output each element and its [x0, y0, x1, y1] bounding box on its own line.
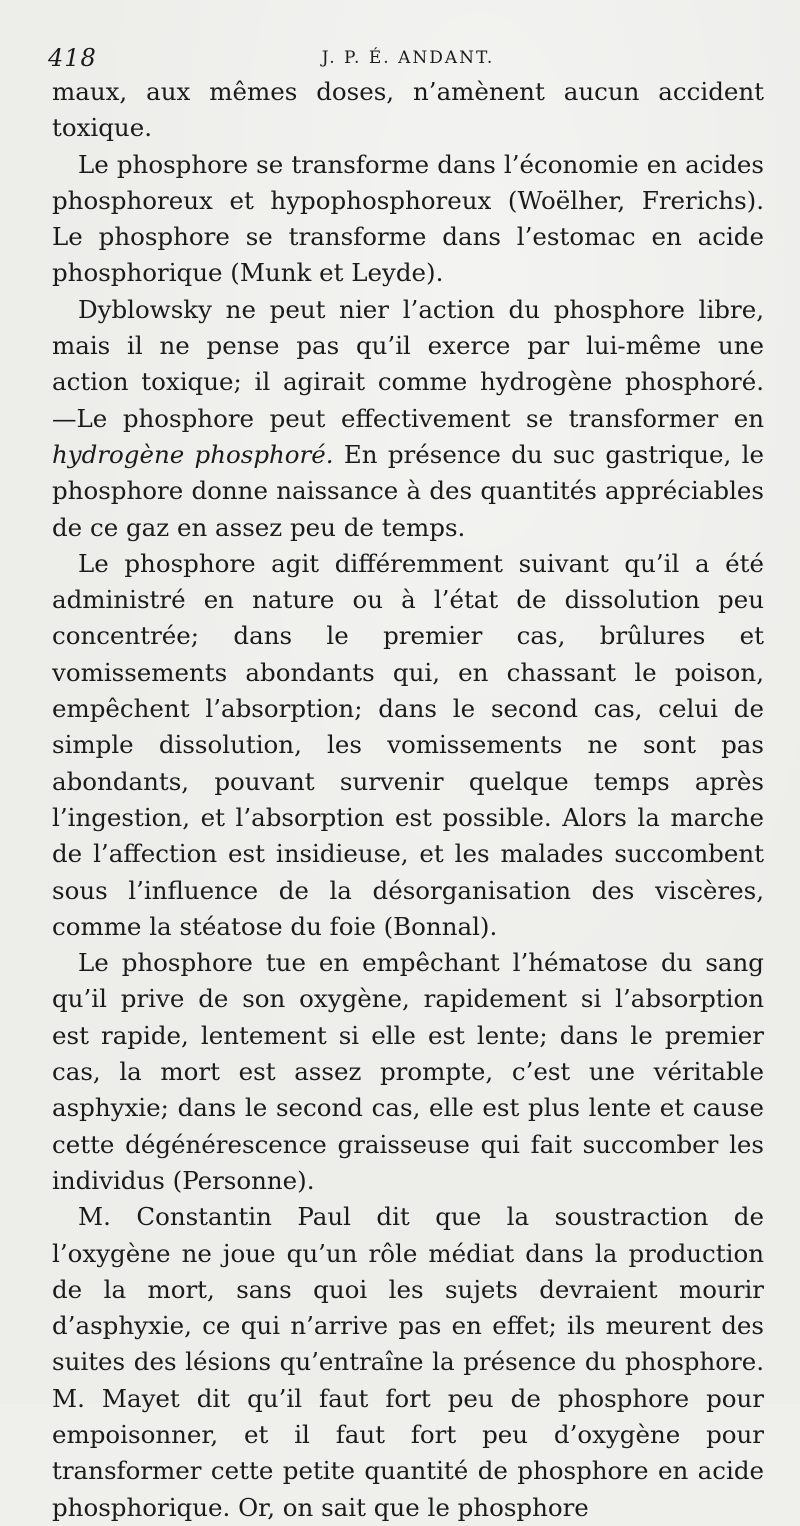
page-header [48, 40, 764, 80]
running-head: J. P. É. ANDANT. [321, 48, 495, 68]
paragraph: Le phosphore tue en empêchant l’hématose du sang qu’il prive de son oxygène, rapidement si l’absorption est rapide, lentement si elle est lente; dans le premier cas, la mort est assez prompte, c’est une véritable asphyxie; dans le second cas, elle est plus lente et cause cette dégénérescence graisseuse qui fait succomber les individus (Personne). [52, 948, 764, 1195]
body-text [52, 74, 764, 1526]
paragraph: M. Constantin Paul dit que la soustraction de l’oxygène ne joue qu’un rôle médiat dans la production de la mort, sans quoi les sujets devraient mourir d’asphyxie, ce qui n’arrive pas en effet; ils meurent des suites des lésions qu’entraîne la présence du phosphore. M. Mayet dit qu’il faut fort peu de phosphore pour empoisonner, et il faut fort peu d’oxygène pour transformer cette petite quantité de phosphore en acide phosphorique. Or, on sait que le phosphore [52, 1202, 764, 1522]
paragraph-text: En présence du suc gastrique, le phosphore donne naissance à des quantités appréciables de ce gaz en assez peu de temps. [52, 439, 764, 542]
paragraph-text: Dyblowsky ne peut nier l’action du phosphore libre, mais il ne pense pas qu’il exerce par lui-même une action toxique; il agirait comme hydrogène phosphoré. —Le phosphore peut effectivement se transformer en [52, 294, 764, 433]
page-number: 418 [48, 44, 97, 72]
italic-term: hydrogène phosphoré. [52, 439, 334, 469]
paragraph [52, 292, 764, 546]
paragraph: Le phosphore se transforme dans l’économie en acides phosphoreux et hypophosphoreux (Woëlher, Frerichs). Le phosphore se transforme dans l’estomac en acide phosphorique (Munk et Leyde). [52, 149, 764, 288]
paragraph-continuation: maux, aux mêmes doses, n’amènent aucun accident toxique. [52, 77, 764, 143]
paragraph: Le phosphore agit différemment suivant qu’il a été administré en nature ou à l’état de dissolution peu concentrée; dans le premier cas, brûlures et vomissements abondants qui, en chassant le poison, empêchent l’absorption; dans le second cas, celui de simple dissolution, les vomissements ne sont pas abondants, pouvant survenir quelque temps après l’ingestion, et l’absorption est possible. Alors la marche de l’affection est insidieuse, et les malades succombent sous l’influence de la désorganisation des viscères, comme la stéatose du foie (Bonnal). [52, 548, 764, 941]
